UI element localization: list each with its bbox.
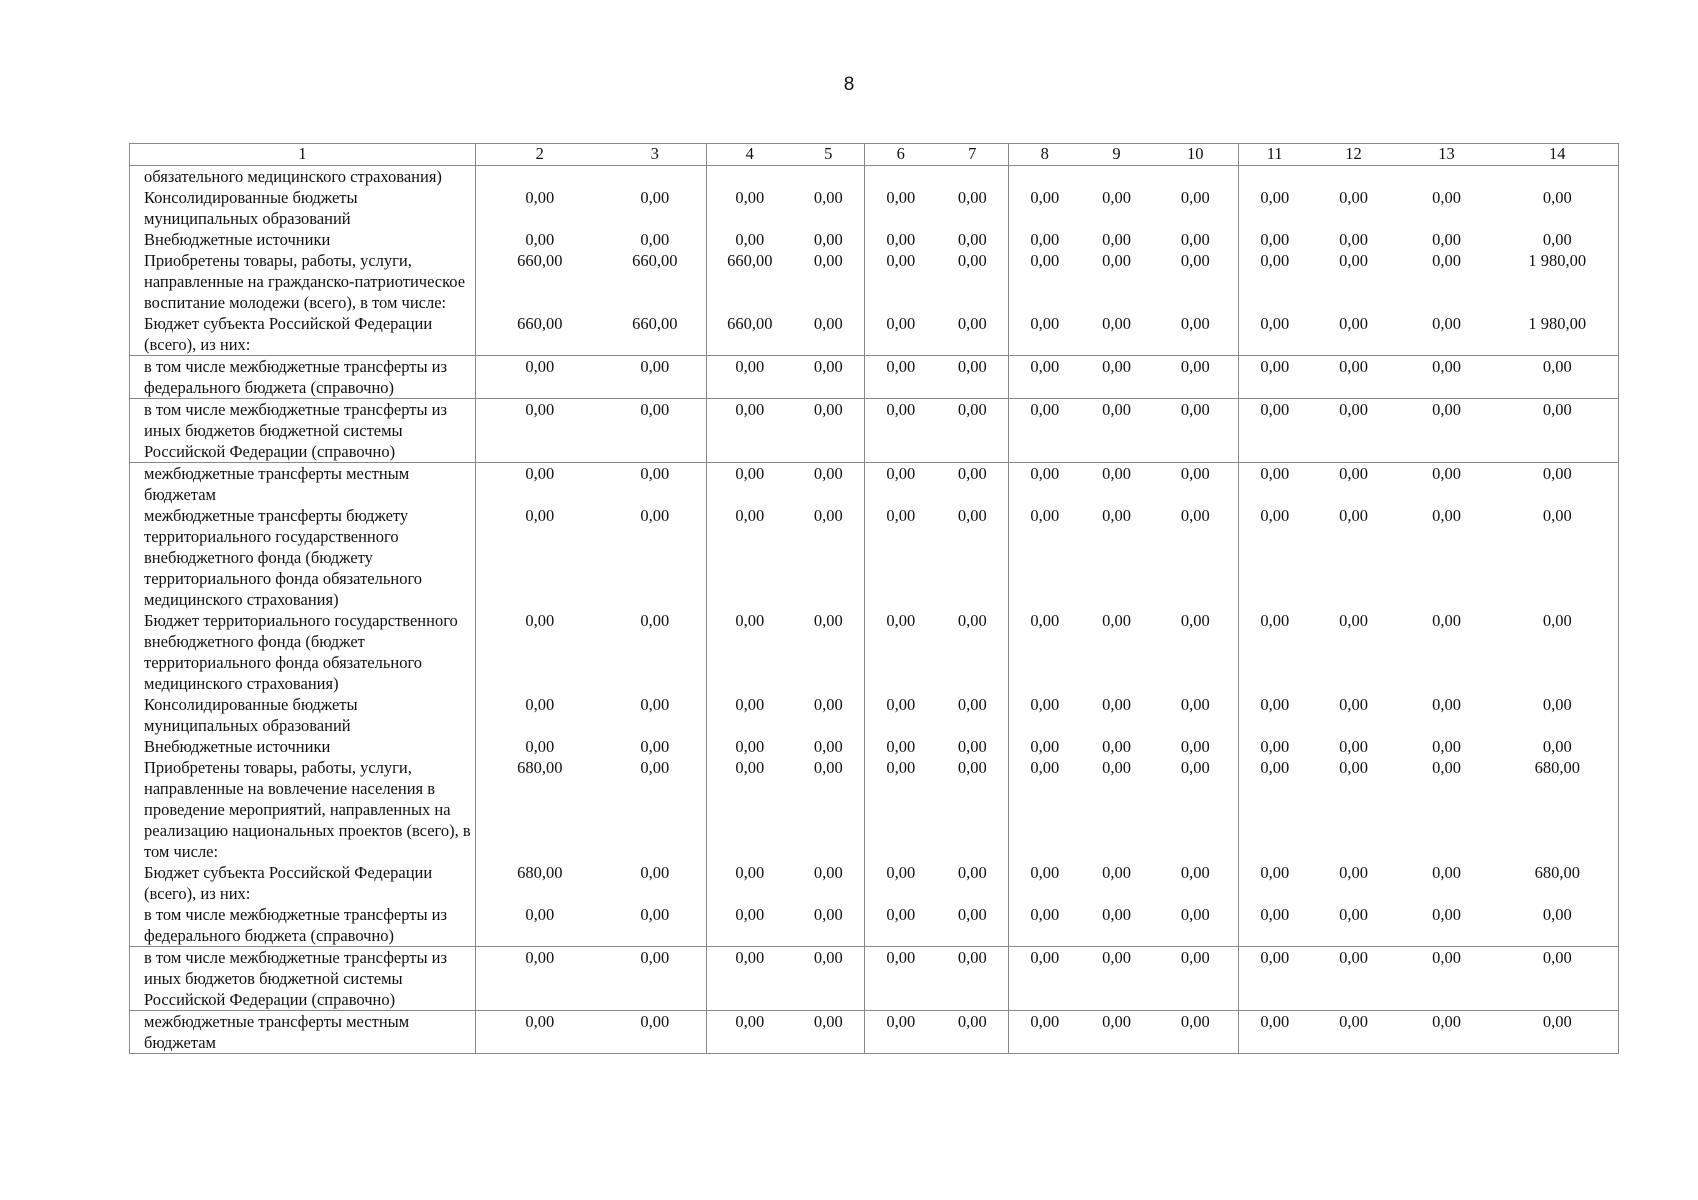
value-cell: 0,00: [476, 947, 604, 1011]
value-cell: 0,00: [1339, 611, 1368, 630]
value-cell: 0,00: [1239, 947, 1311, 1011]
value-cell: [1497, 166, 1619, 188]
column-header: 5: [793, 144, 865, 166]
column-header: 2: [476, 144, 604, 166]
value-cell: 0,00: [1311, 356, 1397, 399]
value-cell: 0,00: [1497, 463, 1619, 506]
value-cell: 0,00: [937, 313, 1009, 356]
value-cell: 0,00: [1432, 251, 1461, 270]
value-cell: [1397, 166, 1497, 188]
value-cell: 0,00: [476, 736, 604, 757]
table-row: [130, 187, 1619, 229]
value-cell: 0,00: [865, 736, 937, 757]
value-cell: 0,00: [1397, 399, 1497, 463]
value-cell: 0,00: [1432, 506, 1461, 525]
value-cell: 0,00: [865, 313, 937, 356]
value-cell: 0,00: [1497, 947, 1619, 1011]
value-cell: 0,00: [1339, 737, 1368, 756]
value-cell: 0,00: [1153, 757, 1239, 862]
value-cell: 0,00: [937, 736, 1009, 757]
row-label: в том числе межбюджетные трансферты из иных бюджетов бюджетной системы Российской Федерации (справочно): [130, 399, 476, 463]
value-cell: 0,00: [937, 505, 1009, 610]
value-cell: 0,00: [937, 356, 1009, 399]
value-cell: 0,00: [1339, 230, 1368, 249]
row-label: в том числе межбюджетные трансферты из иных бюджетов бюджетной системы Российской Федерации (справочно): [130, 947, 476, 1011]
value-cell: 0,00: [1153, 862, 1239, 904]
value-cell: 0,00: [1009, 610, 1081, 694]
value-cell: 0,00: [1081, 1011, 1153, 1054]
value-cell: 0,00: [707, 1011, 793, 1054]
table-row: [130, 947, 1619, 1011]
value-cell: 0,00: [937, 187, 1009, 229]
table-header-row: [130, 144, 1619, 166]
value-cell: 0,00: [793, 947, 865, 1011]
value-cell: 680,00: [476, 862, 604, 904]
value-cell: 0,00: [1497, 694, 1619, 736]
value-cell: 0,00: [1339, 314, 1368, 333]
row-label: Консолидированные бюджеты муниципальных образований: [130, 187, 476, 229]
value-cell: 0,00: [604, 862, 707, 904]
value-cell: 0,00: [1153, 694, 1239, 736]
value-cell: 0,00: [793, 1011, 865, 1054]
value-cell: 0,00: [1102, 251, 1131, 270]
value-cell: 0,00: [1497, 1011, 1619, 1054]
column-header: 6: [865, 144, 937, 166]
value-cell: 0,00: [865, 1011, 937, 1054]
value-cell: 0,00: [1432, 230, 1461, 249]
value-cell: [604, 166, 707, 188]
value-cell: 680,00: [476, 757, 604, 862]
value-cell: 0,00: [1432, 695, 1461, 714]
value-cell: 0,00: [1102, 314, 1131, 333]
value-cell: [1239, 166, 1311, 188]
value-cell: 0,00: [1339, 905, 1368, 924]
value-cell: 0,00: [1339, 695, 1368, 714]
column-header: 3: [604, 144, 707, 166]
value-cell: 0,00: [937, 229, 1009, 250]
value-cell: 0,00: [793, 736, 865, 757]
table-row: [130, 736, 1619, 757]
value-cell: 0,00: [604, 187, 707, 229]
value-cell: 0,00: [1102, 737, 1131, 756]
value-cell: 0,00: [865, 694, 937, 736]
value-cell: 0,00: [707, 757, 793, 862]
value-cell: 0,00: [604, 399, 707, 463]
value-cell: 0,00: [707, 187, 793, 229]
value-cell: 0,00: [1432, 905, 1461, 924]
value-cell: 0,00: [793, 250, 865, 313]
value-cell: 0,00: [1009, 904, 1081, 947]
value-cell: 0,00: [793, 463, 865, 506]
value-cell: [1009, 166, 1081, 188]
value-cell: 0,00: [1432, 188, 1461, 207]
value-cell: 0,00: [1497, 399, 1619, 463]
value-cell: 0,00: [1339, 251, 1368, 270]
value-cell: 0,00: [1239, 736, 1311, 757]
value-cell: 0,00: [476, 1011, 604, 1054]
value-cell: 0,00: [1339, 758, 1368, 777]
value-cell: 0,00: [1497, 356, 1619, 399]
value-cell: 0,00: [865, 229, 937, 250]
value-cell: 0,00: [1081, 356, 1153, 399]
value-cell: 0,00: [1311, 399, 1397, 463]
value-cell: 0,00: [793, 399, 865, 463]
value-cell: 0,00: [865, 904, 937, 947]
value-cell: 0,00: [937, 904, 1009, 947]
value-cell: 0,00: [604, 1011, 707, 1054]
table-row: [130, 463, 1619, 506]
value-cell: 0,00: [1009, 1011, 1081, 1054]
value-cell: 0,00: [707, 862, 793, 904]
value-cell: 0,00: [476, 187, 604, 229]
value-cell: 0,00: [604, 947, 707, 1011]
table-row: [130, 505, 1619, 610]
value-cell: 0,00: [1153, 356, 1239, 399]
column-header: 4: [707, 144, 793, 166]
value-cell: 0,00: [1497, 904, 1619, 947]
value-cell: 0,00: [937, 862, 1009, 904]
value-cell: 0,00: [1239, 862, 1311, 904]
value-cell: 0,00: [865, 862, 937, 904]
value-cell: 0,00: [1153, 250, 1239, 313]
value-cell: 0,00: [1153, 1011, 1239, 1054]
value-cell: 0,00: [793, 313, 865, 356]
value-cell: [937, 166, 1009, 188]
table-row: [130, 250, 1619, 313]
value-cell: 0,00: [1397, 463, 1497, 506]
value-cell: 0,00: [1397, 1011, 1497, 1054]
value-cell: 0,00: [1153, 463, 1239, 506]
value-cell: 0,00: [1239, 356, 1311, 399]
value-cell: 0,00: [1009, 356, 1081, 399]
column-header: 1: [130, 144, 476, 166]
row-label: Внебюджетные источники: [130, 229, 476, 250]
value-cell: 0,00: [1153, 187, 1239, 229]
value-cell: 0,00: [793, 610, 865, 694]
value-cell: 0,00: [1239, 399, 1311, 463]
value-cell: 660,00: [604, 250, 707, 313]
value-cell: [793, 166, 865, 188]
value-cell: 0,00: [1239, 694, 1311, 736]
value-cell: 0,00: [1009, 947, 1081, 1011]
value-cell: 660,00: [476, 250, 604, 313]
row-label: Приобретены товары, работы, услуги, направленные на гражданско-патриотическое воспитание молодежи (всего), в том числе:: [130, 250, 476, 313]
value-cell: 0,00: [707, 947, 793, 1011]
value-cell: 0,00: [1239, 904, 1311, 947]
value-cell: 0,00: [1497, 610, 1619, 694]
table-row: [130, 356, 1619, 399]
row-label: Приобретены товары, работы, услуги, направленные на вовлечение населения в проведение мероприятий, направленных на реализацию национальных проектов (всего), в том числе:: [130, 757, 476, 862]
column-header: 9: [1081, 144, 1153, 166]
value-cell: 0,00: [604, 463, 707, 506]
value-cell: 0,00: [1239, 187, 1311, 229]
value-cell: 0,00: [1009, 505, 1081, 610]
value-cell: 0,00: [1009, 757, 1081, 862]
row-label: межбюджетные трансферты местным бюджетам: [130, 1011, 476, 1054]
table-row: [130, 313, 1619, 356]
value-cell: 0,00: [865, 187, 937, 229]
row-label: Бюджет территориального государственного внебюджетного фонда (бюджет территориального фонда обязательного медицинского страхования): [130, 610, 476, 694]
value-cell: 0,00: [604, 610, 707, 694]
row-label: Внебюджетные источники: [130, 736, 476, 757]
value-cell: 0,00: [1432, 314, 1461, 333]
value-cell: 0,00: [1009, 399, 1081, 463]
value-cell: 0,00: [1153, 610, 1239, 694]
value-cell: 0,00: [604, 356, 707, 399]
row-label: Консолидированные бюджеты муниципальных образований: [130, 694, 476, 736]
value-cell: 0,00: [1497, 187, 1619, 229]
value-cell: 0,00: [1432, 758, 1461, 777]
value-cell: 0,00: [865, 610, 937, 694]
value-cell: 0,00: [604, 694, 707, 736]
value-cell: 660,00: [707, 313, 793, 356]
value-cell: 0,00: [937, 399, 1009, 463]
value-cell: 0,00: [476, 399, 604, 463]
value-cell: 0,00: [476, 610, 604, 694]
table-row: [130, 904, 1619, 947]
table-row: [130, 166, 1619, 188]
value-cell: 0,00: [1239, 1011, 1311, 1054]
value-cell: 0,00: [604, 505, 707, 610]
value-cell: 0,00: [937, 610, 1009, 694]
value-cell: 0,00: [1102, 905, 1131, 924]
value-cell: 0,00: [865, 399, 937, 463]
value-cell: 0,00: [1153, 399, 1239, 463]
value-cell: 0,00: [1081, 463, 1153, 506]
value-cell: 0,00: [707, 694, 793, 736]
value-cell: 0,00: [476, 463, 604, 506]
value-cell: 0,00: [604, 229, 707, 250]
value-cell: 0,00: [1497, 505, 1619, 610]
value-cell: 0,00: [604, 736, 707, 757]
value-cell: 660,00: [707, 250, 793, 313]
table-row: [130, 399, 1619, 463]
column-header: 10: [1153, 144, 1239, 166]
column-header: 11: [1239, 144, 1311, 166]
value-cell: 0,00: [1497, 736, 1619, 757]
value-cell: 0,00: [707, 736, 793, 757]
value-cell: 0,00: [1153, 736, 1239, 757]
value-cell: 0,00: [1153, 505, 1239, 610]
value-cell: 0,00: [707, 505, 793, 610]
value-cell: 0,00: [865, 947, 937, 1011]
value-cell: 0,00: [1102, 695, 1131, 714]
value-cell: 0,00: [1009, 862, 1081, 904]
value-cell: 0,00: [937, 463, 1009, 506]
value-cell: 0,00: [1239, 505, 1311, 610]
value-cell: 0,00: [937, 757, 1009, 862]
value-cell: 0,00: [1009, 694, 1081, 736]
value-cell: 0,00: [1339, 506, 1368, 525]
value-cell: 0,00: [793, 694, 865, 736]
value-cell: 0,00: [1153, 947, 1239, 1011]
value-cell: 0,00: [476, 904, 604, 947]
value-cell: 0,00: [865, 505, 937, 610]
value-cell: 0,00: [1009, 187, 1081, 229]
value-cell: 0,00: [1239, 250, 1311, 313]
value-cell: 0,00: [1311, 1011, 1397, 1054]
value-cell: 0,00: [604, 757, 707, 862]
value-cell: 0,00: [1432, 863, 1461, 882]
value-cell: [1311, 166, 1397, 188]
row-label: Бюджет субъекта Российской Федерации (всего), из них:: [130, 862, 476, 904]
value-cell: 0,00: [937, 694, 1009, 736]
table-row: [130, 757, 1619, 862]
value-cell: 0,00: [1102, 230, 1131, 249]
value-cell: [707, 166, 793, 188]
value-cell: 0,00: [1102, 758, 1131, 777]
value-cell: 660,00: [604, 313, 707, 356]
value-cell: 0,00: [865, 250, 937, 313]
table-row: [130, 862, 1619, 904]
page-number: 8: [843, 74, 855, 95]
value-cell: 660,00: [476, 313, 604, 356]
value-cell: 0,00: [1081, 947, 1153, 1011]
value-cell: 0,00: [793, 757, 865, 862]
value-cell: 0,00: [793, 356, 865, 399]
value-cell: 0,00: [1239, 313, 1311, 356]
column-header: 12: [1311, 144, 1397, 166]
value-cell: [1081, 166, 1153, 188]
value-cell: 0,00: [937, 250, 1009, 313]
value-cell: 0,00: [1009, 229, 1081, 250]
value-cell: 0,00: [1239, 229, 1311, 250]
value-cell: 0,00: [707, 904, 793, 947]
value-cell: 0,00: [1102, 188, 1131, 207]
budget-table: [129, 143, 1619, 1054]
value-cell: 0,00: [865, 356, 937, 399]
value-cell: 0,00: [937, 1011, 1009, 1054]
value-cell: 0,00: [865, 757, 937, 862]
value-cell: 0,00: [604, 904, 707, 947]
value-cell: 0,00: [1432, 611, 1461, 630]
value-cell: 0,00: [1397, 356, 1497, 399]
value-cell: 0,00: [1102, 506, 1131, 525]
value-cell: 0,00: [1102, 863, 1131, 882]
value-cell: 0,00: [865, 463, 937, 506]
row-label: Бюджет субъекта Российской Федерации (всего), из них:: [130, 313, 476, 356]
column-header: 13: [1397, 144, 1497, 166]
value-cell: 1 980,00: [1497, 250, 1619, 313]
value-cell: 0,00: [707, 229, 793, 250]
row-label: в том числе межбюджетные трансферты из федерального бюджета (справочно): [130, 904, 476, 947]
value-cell: [1153, 166, 1239, 188]
value-cell: 0,00: [1311, 463, 1397, 506]
value-cell: 0,00: [476, 229, 604, 250]
value-cell: 0,00: [476, 694, 604, 736]
value-cell: 0,00: [1153, 904, 1239, 947]
column-header: 7: [937, 144, 1009, 166]
value-cell: 0,00: [1497, 229, 1619, 250]
value-cell: 0,00: [937, 947, 1009, 1011]
value-cell: 0,00: [707, 356, 793, 399]
value-cell: 0,00: [1009, 463, 1081, 506]
value-cell: 0,00: [793, 862, 865, 904]
value-cell: 0,00: [1153, 313, 1239, 356]
value-cell: 0,00: [707, 463, 793, 506]
value-cell: 0,00: [1102, 611, 1131, 630]
value-cell: 0,00: [1239, 463, 1311, 506]
value-cell: 0,00: [1009, 313, 1081, 356]
value-cell: 0,00: [1239, 757, 1311, 862]
value-cell: 680,00: [1497, 757, 1619, 862]
value-cell: 0,00: [1081, 399, 1153, 463]
value-cell: 0,00: [1397, 947, 1497, 1011]
value-cell: 1 980,00: [1497, 313, 1619, 356]
value-cell: [476, 166, 604, 188]
table-row: [130, 1011, 1619, 1054]
table-row: [130, 229, 1619, 250]
row-label: обязательного медицинского страхования): [130, 166, 476, 188]
table-body: [130, 166, 1619, 1054]
value-cell: 0,00: [793, 229, 865, 250]
value-cell: 680,00: [1497, 862, 1619, 904]
value-cell: 0,00: [476, 505, 604, 610]
value-cell: 0,00: [476, 356, 604, 399]
table-row: [130, 694, 1619, 736]
value-cell: 0,00: [1239, 610, 1311, 694]
value-cell: 0,00: [1153, 229, 1239, 250]
value-cell: 0,00: [793, 187, 865, 229]
row-label: межбюджетные трансферты местным бюджетам: [130, 463, 476, 506]
value-cell: 0,00: [1009, 736, 1081, 757]
value-cell: 0,00: [1339, 188, 1368, 207]
value-cell: 0,00: [793, 904, 865, 947]
column-header: 8: [1009, 144, 1081, 166]
value-cell: 0,00: [1311, 947, 1397, 1011]
value-cell: 0,00: [1339, 863, 1368, 882]
row-label: в том числе межбюджетные трансферты из федерального бюджета (справочно): [130, 356, 476, 399]
value-cell: 0,00: [707, 610, 793, 694]
row-label: межбюджетные трансферты бюджету территориального государственного внебюджетного фонда (бюджету территориального фонда обязательного медицинского страхования): [130, 505, 476, 610]
value-cell: 0,00: [1432, 737, 1461, 756]
value-cell: 0,00: [707, 399, 793, 463]
value-cell: 0,00: [1009, 250, 1081, 313]
value-cell: 0,00: [793, 505, 865, 610]
table-row: [130, 610, 1619, 694]
column-header: 14: [1497, 144, 1619, 166]
value-cell: [865, 166, 937, 188]
